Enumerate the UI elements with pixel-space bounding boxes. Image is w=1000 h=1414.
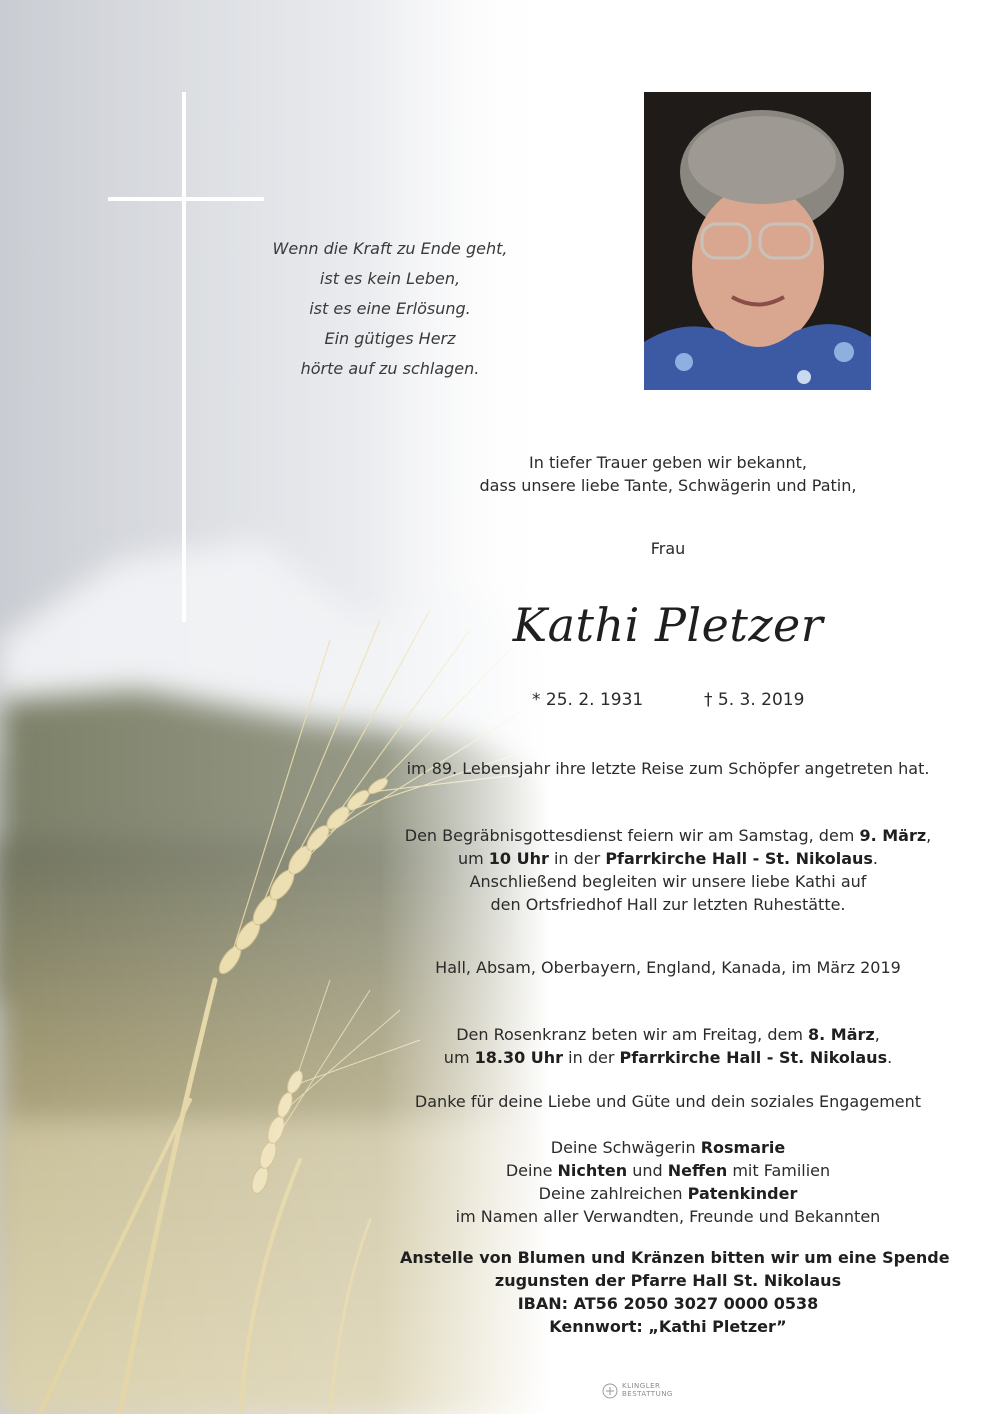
logo-text: KLINGLER BESTATTUNG	[622, 1382, 673, 1398]
intro-line-1: In tiefer Trauer geben wir bekannt,	[529, 453, 807, 472]
birth-date: * 25. 2. 1931	[532, 690, 644, 710]
mourner-text: und	[627, 1161, 668, 1180]
poem-line: hörte auf zu schlagen.	[300, 359, 480, 378]
mourner-line-1	[400, 1136, 936, 1159]
cross-icon-vertical	[182, 92, 186, 622]
mourner-text: Deine	[505, 1161, 558, 1180]
donation-line-2: zugunsten der Pfarre Hall St. Nikolaus	[494, 1271, 842, 1290]
mourner-line-3	[400, 1182, 936, 1205]
funeral-line-4: den Ortsfriedhof Hall zur letzten Ruhestätte.	[490, 895, 846, 914]
intro-text	[400, 451, 936, 497]
punctuation: ,	[926, 826, 932, 845]
funeral-text: in der	[548, 849, 606, 868]
deceased-name: Kathi Pletzer	[512, 598, 824, 652]
funeral-church: Pfarrkirche Hall - St. Nikolaus	[605, 849, 873, 868]
death-date: † 5. 3. 2019	[704, 690, 805, 710]
mourner-text: Deine Schwägerin	[550, 1138, 701, 1157]
donation-line-1: Anstelle von Blumen und Kränzen bitten wir um eine Spende	[400, 1248, 950, 1267]
mourner-text: mit Familien	[727, 1161, 831, 1180]
salutation: Frau	[650, 539, 686, 558]
punctuation: .	[887, 1048, 893, 1067]
poem-line: ist es eine Erlösung.	[309, 299, 471, 318]
funeral-line-2	[400, 847, 936, 870]
mourner-name: Nichten	[557, 1161, 628, 1180]
donation-info	[400, 1246, 950, 1338]
rosary-text: um	[443, 1048, 475, 1067]
mourner-line-4: im Namen aller Verwandten, Freunde und Bekannten	[455, 1207, 881, 1226]
rosary-line-2	[400, 1046, 936, 1069]
rosary-text: in der	[563, 1048, 620, 1067]
portrait-image	[644, 92, 871, 390]
punctuation: ,	[874, 1025, 880, 1044]
cross-icon-horizontal	[108, 197, 264, 201]
funeral-info	[400, 824, 936, 916]
rosary-time: 18.30 Uhr	[474, 1048, 564, 1067]
rosary-date: 8. März	[808, 1025, 875, 1044]
mourner-name: Patenkinder	[687, 1184, 798, 1203]
mourner-name: Rosmarie	[700, 1138, 786, 1157]
place-date: Hall, Absam, Oberbayern, England, Kanada, im März 2019	[435, 958, 901, 977]
funeral-time: 10 Uhr	[488, 849, 549, 868]
punctuation: .	[872, 849, 879, 868]
rosary-line-1	[400, 1023, 936, 1046]
funeral-home-logo	[600, 1376, 690, 1406]
rosary-text: Den Rosenkranz beten wir am Freitag, dem	[456, 1025, 809, 1044]
age-line: im 89. Lebensjahr ihre letzte Reise zum Schöpfer angetreten hat.	[406, 759, 930, 778]
portrait-photo	[644, 92, 871, 390]
thanks-line: Danke für deine Liebe und Güte und dein soziales Engagement	[414, 1092, 922, 1111]
funeral-text: um	[457, 849, 489, 868]
rosary-info	[400, 1023, 936, 1069]
intro-line-2: dass unsere liebe Tante, Schwägerin und Patin,	[479, 476, 857, 495]
mourner-name: Neffen	[667, 1161, 728, 1180]
funeral-line-1	[400, 824, 936, 847]
mourner-line-2	[400, 1159, 936, 1182]
poem-line: ist es kein Leben,	[319, 269, 461, 288]
mourner-text: Deine zahlreichen	[538, 1184, 688, 1203]
poem-line: Wenn die Kraft zu Ende geht,	[272, 239, 508, 258]
poem-line: Ein gütiges Herz	[324, 329, 456, 348]
funeral-text: Den Begräbnisgottesdienst feiern wir am Samstag, dem	[404, 826, 860, 845]
donation-iban: IBAN: AT56 2050 3027 0000 0538	[517, 1294, 819, 1313]
poem	[250, 234, 530, 384]
donation-keyword: Kennwort: „Kathi Pletzer”	[549, 1317, 787, 1336]
funeral-line-3: Anschließend begleiten wir unsere liebe Kathi auf	[469, 872, 867, 891]
rosary-church: Pfarrkirche Hall - St. Nikolaus	[619, 1048, 888, 1067]
funeral-date: 9. März	[859, 826, 927, 845]
mourners	[400, 1136, 936, 1228]
